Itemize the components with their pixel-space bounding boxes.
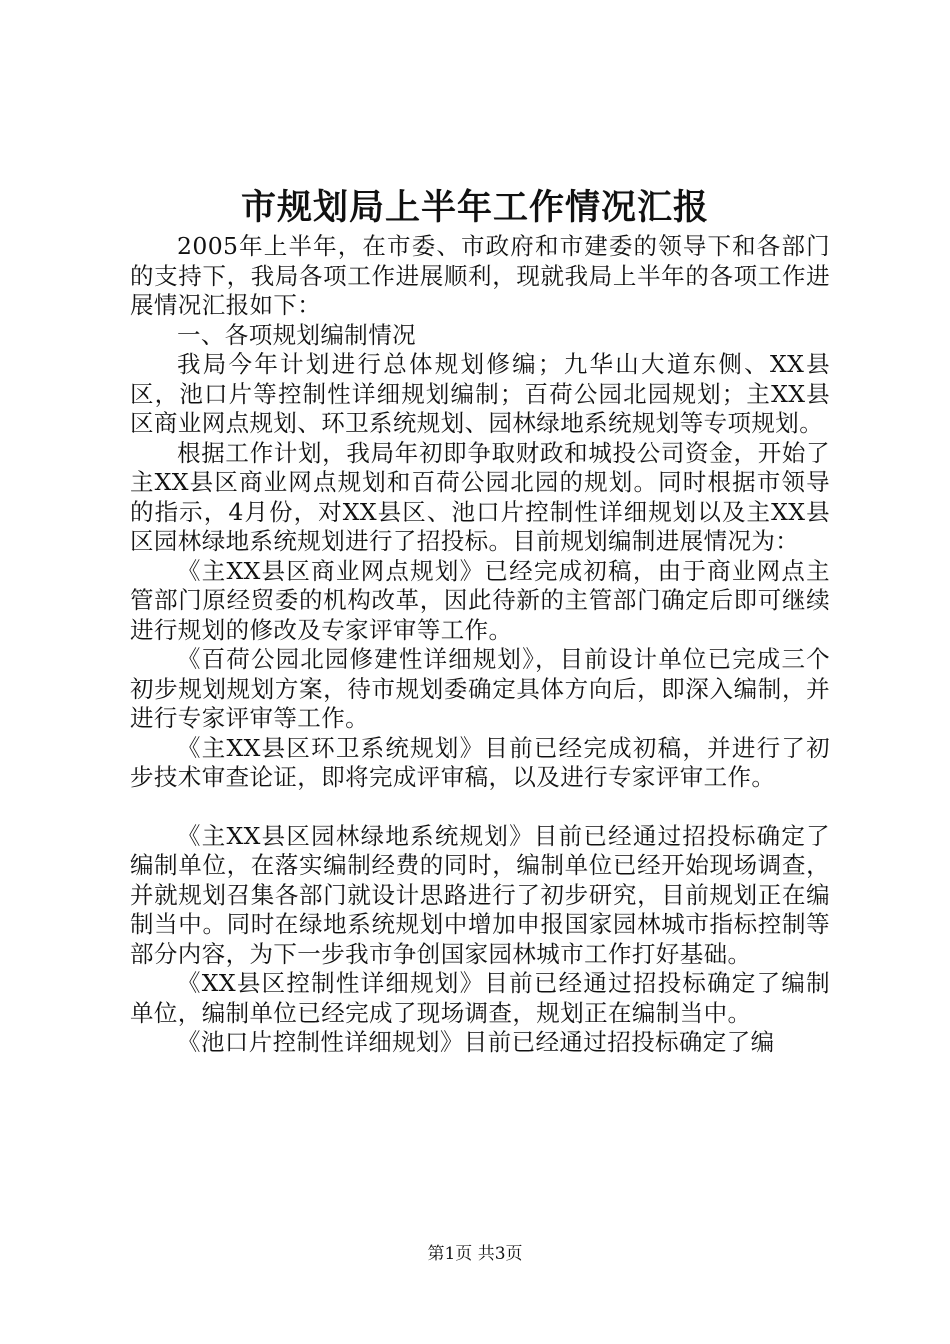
paragraph-sanitation: 《主XX县区环卫系统规划》目前已经完成初稿，并进行了初步技术审查论证，即将完成评审稿，以及进行专家评审工作。 (130, 733, 830, 791)
document-body (130, 232, 830, 1058)
page-footer: 第1页 共3页 (427, 1244, 523, 1264)
section-heading: 一、各项规划编制情况 (177, 320, 416, 349)
paragraph-county: 《XX县区控制性详细规划》目前已经通过招投标确定了编制单位，编制单位已经完成了现场调查，规划正在编制当中。 (130, 969, 830, 1027)
paragraph-greenland: 《主XX县区园林绿地系统规划》目前已经通过招投标确定了编制单位，在落实编制经费的同时，编制单位已经开始现场调查，并就规划召集各部门就设计思路进行了初步研究，目前规划正在编制当中。同时在绿地系统规划中增加申报国家园林城市指标控制等部分内容，为下一步我市争创国家园林城市工作打好基础。 (130, 821, 830, 968)
paragraph-commercial: 《主XX县区商业网点规划》已经完成初稿，由于商业网点主管部门原经贸委的机构改革，因此待新的主管部门确定后即可继续进行规划的修改及专家评审等工作。 (130, 556, 830, 644)
paragraph-plan: 我局今年计划进行总体规划修编；九华山大道东侧、XX县区，池口片等控制性详细规划编制；百荷公园北园规划；主XX县区商业网点规划、环卫系统规划、园林绿地系统规划等专项规划。 (130, 350, 830, 437)
paragraph-intro: 2005年上半年，在市委、市政府和市建委的领导下和各部门的支持下，我局各项工作进展顺利，现就我局上半年的各项工作进展情况汇报如下： (130, 232, 830, 319)
paragraph-park: 《百荷公园北园修建性详细规划》，目前设计单位已完成三个初步规划规划方案，待市规划委确定具体方向后，即深入编制，并进行专家评审等工作。 (130, 645, 830, 732)
paragraph-chikou: 《池口片控制性详细规划》目前已经通过招投标确定了编 (177, 1028, 775, 1056)
paragraph-progress: 根据工作计划，我局年初即争取财政和城投公司资金，开始了主XX县区商业网点规划和百荷公园北园的规划。同时根据市领导的指示，4月份，对XX县区、池口片控制性详细规划以及主XX县区园林绿地系统规划进行了招投标。目前规划编制进展情况为： (130, 438, 830, 555)
document-title: 市规划局上半年工作情况汇报 (240, 187, 709, 228)
blank-line (130, 793, 830, 822)
